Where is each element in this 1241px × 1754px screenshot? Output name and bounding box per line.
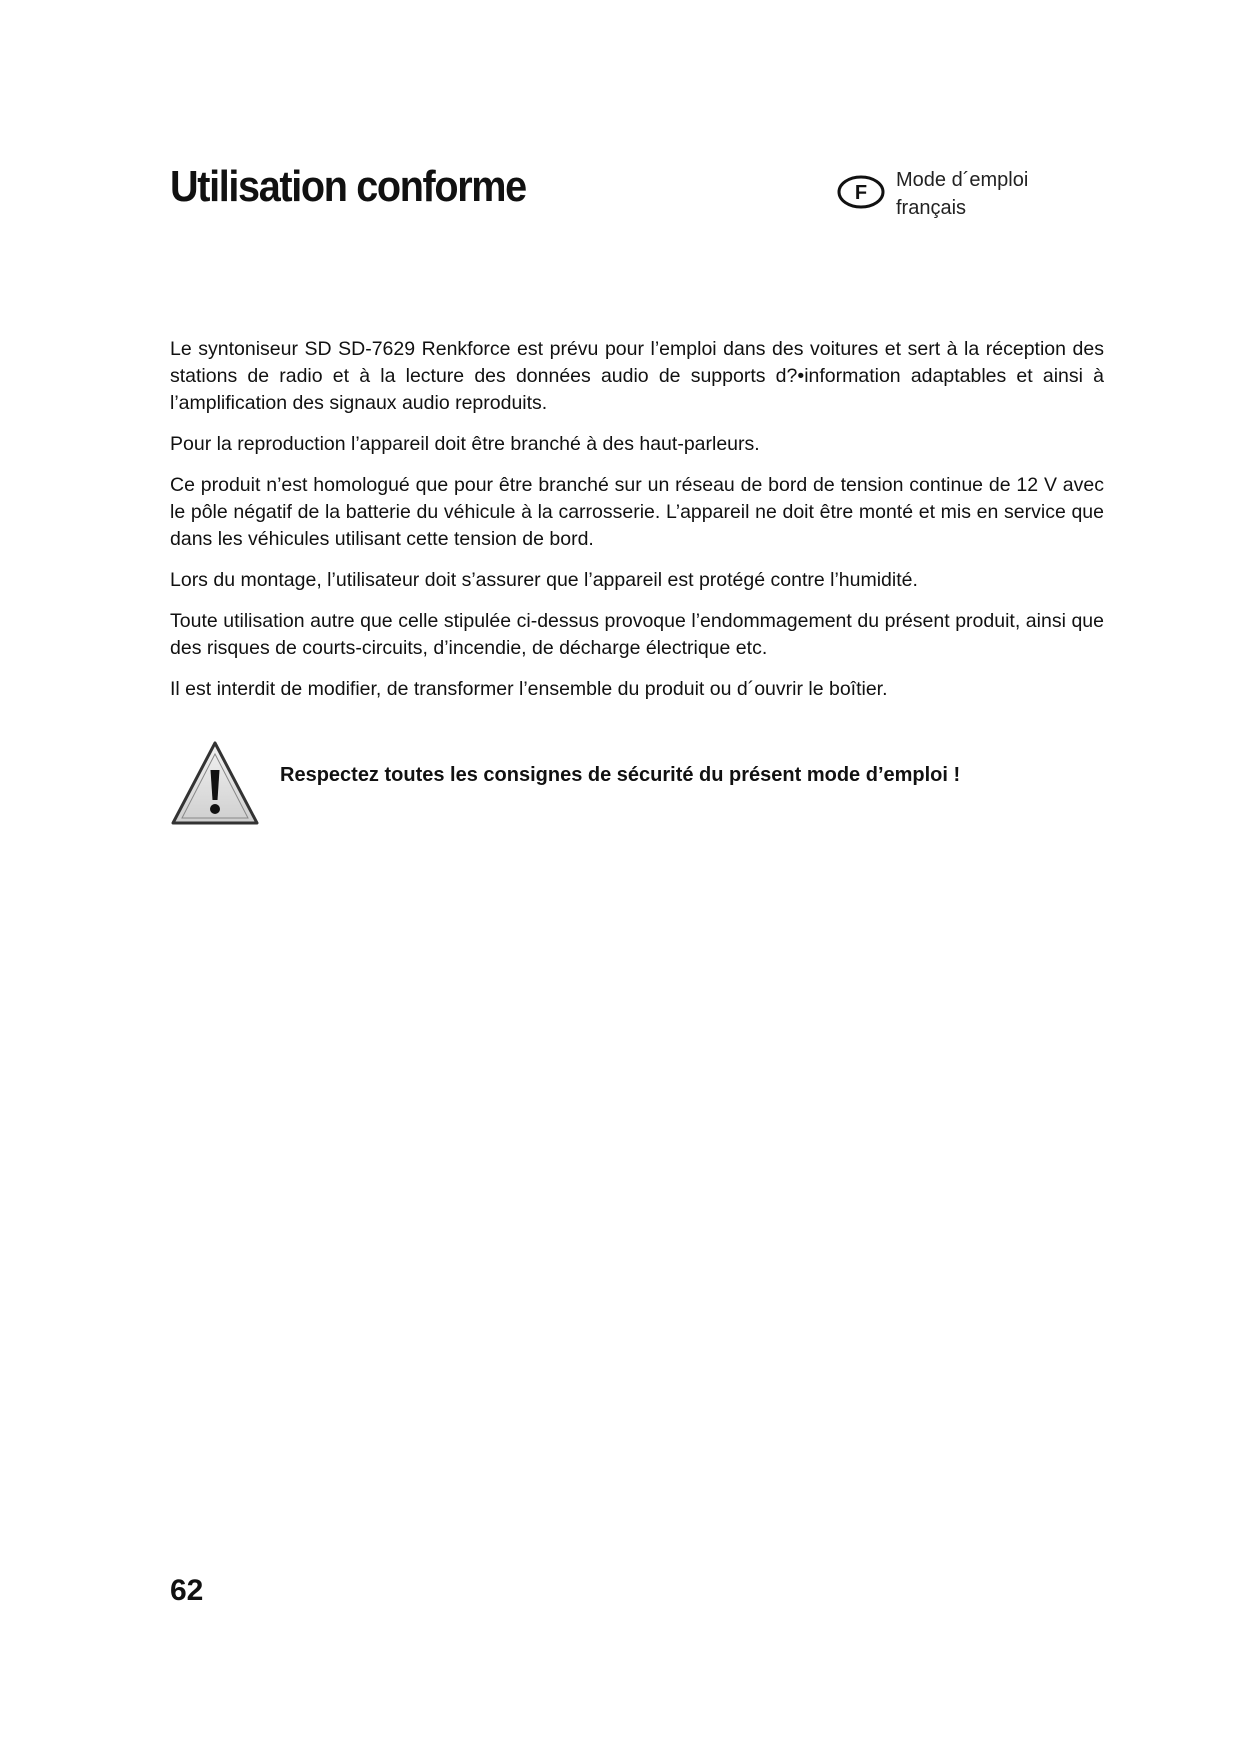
warning-text: Respectez toutes les consignes de sécurité du présent mode d’emploi !: [280, 764, 961, 786]
language-indicator: [836, 166, 1056, 226]
language-label: [896, 166, 1028, 222]
paragraph-voltage: Ce produit n’est homologué que pour être branché sur un réseau de bord de tension continue de 12 V avec le pôle négatif de la batterie du véhicule à la carrosserie. L’appareil ne doit être monté et mis en service que dans les véhicules utilisant cette tension de bord.: [170, 474, 1104, 550]
page-number: 62: [170, 1574, 204, 1607]
safety-warning: [170, 740, 1104, 830]
paragraph-misuse: Toute utilisation autre que celle stipulée ci-dessus provoque l’endommagement du présent produit, ainsi que des risques de courts-circuits, d’incendie, de décharge électrique etc.: [170, 610, 1104, 659]
page-title: Utilisation conforme: [170, 162, 526, 211]
body-text: [170, 336, 1104, 717]
paragraph-speakers: Pour la reproduction l’appareil doit être branché à des haut-parleurs.: [170, 433, 760, 455]
language-label-line1: Mode d´emploi: [896, 169, 1029, 191]
language-badge-letter: F: [854, 182, 868, 204]
language-label-line2: français: [896, 197, 967, 219]
language-badge-icon: [836, 174, 886, 210]
paragraph-intended-use: Le syntoniseur SD SD-7629 Renkforce est prévu pour l’emploi dans des voitures et sert à la réception des stations de radio et à la lecture des données audio de supports d?•information adaptables et ainsi à l’amplification des signaux audio reproduits.: [170, 338, 1104, 414]
paragraph-humidity: Lors du montage, l’utilisateur doit s’assurer que l’appareil est protégé contre l’humidité.: [170, 569, 918, 591]
warning-triangle-icon: [170, 740, 260, 826]
paragraph-modification: Il est interdit de modifier, de transformer l’ensemble du produit ou d´ouvrir le boîtier.: [170, 678, 888, 700]
